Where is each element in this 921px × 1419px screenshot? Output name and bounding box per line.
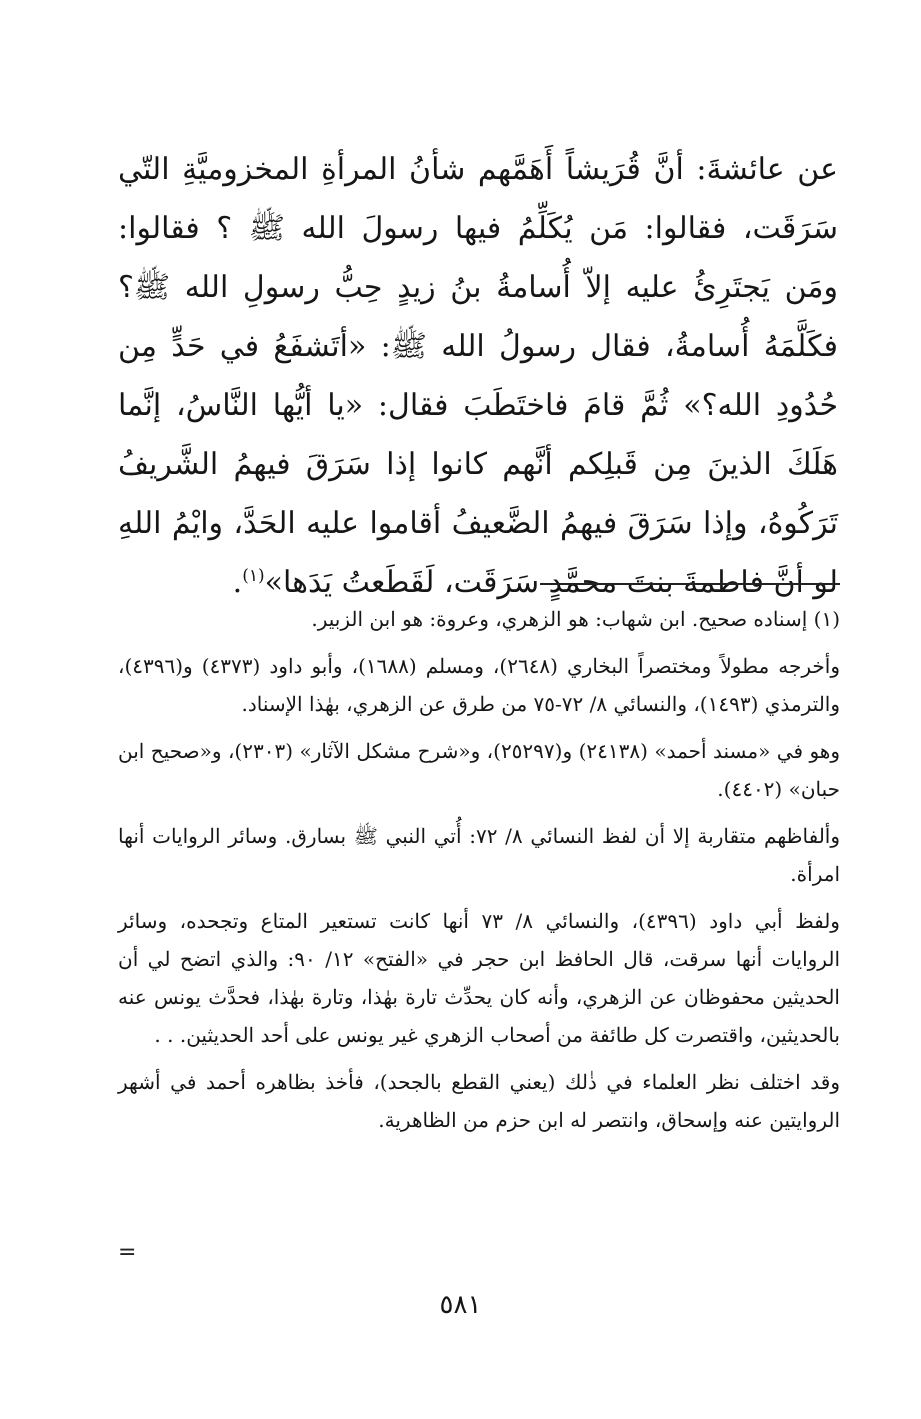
continuation-mark: =: [118, 1240, 137, 1265]
footnote-paragraph: وألفاظهم متقاربة إلا أن لفظ النسائي ٨/ ٧٢: أُتي النبي ﷺ بسارق. وسائر الروايات أنها امرأة.: [118, 824, 840, 886]
hadith-end-mark: .: [232, 565, 243, 600]
footnote-paragraph: ولفظ أبي داود (٤٣٩٦)، والنسائي ٨/ ٧٣ أنها كانت تستعير المتاع وتجحده، وسائر الروايات أنها سرقت، قال الحافظ ابن حجر في «الفتح» ١٢/ ٩٠: والذي اتضح لي أن الحديثين محفوظان عن الزهري، وأنه كان يحدِّث تارة بهٰذا، وتارة بهٰذا، فحدَّث يونس عنه بالحديثين، واقتصرت كل طائفة من أصحاب الزهري غير يونس على أحد الحديثين. . .: [118, 909, 840, 1047]
footnotes-block: [118, 600, 840, 1148]
footnote-paragraph: (١) إسناده صحيح. ابن شهاب: هو الزهري، وعروة: هو ابن الزبير.: [311, 607, 840, 631]
page-number: ٥٨١: [439, 1290, 482, 1320]
footnote-separator: [540, 583, 840, 585]
footnote-reference: (١): [242, 566, 265, 586]
footnote-paragraph: وأخرجه مطولاً ومختصراً البخاري (٢٦٤٨)، ومسلم (١٦٨٨)، وأبو داود (٤٣٧٣) و(٤٣٩٦)، والترمذي (١٤٩٣)، والنسائي ٨/ ٧٢-٧٥ من طرق عن الزهري، بهٰذا الإسناد.: [118, 654, 841, 716]
footnote-paragraph: وهو في «مسند أحمد» (٢٤١٣٨) و(٢٥٢٩٧)، و«شرح مشكل الآثار» (٢٣٠٣)، و«صحيح ابن حبان» (٤٤٠٢).: [118, 739, 840, 801]
main-text-block: [118, 140, 838, 612]
hadith-text: عن عائشةَ: أنَّ قُرَيشاً أَهَمَّهم شأنُ المرأةِ المخزوميَّةِ التّي سَرَقَت، فقالوا: مَن يُكَلِّمُ فيها رسولَ الله ﷺ ؟ فقالوا: ومَن يَجتَرِئُ عليه إلاّ أُسامةُ بنُ زيدٍ حِبُّ رسولِ الله ﷺ؟ فكَلَّمَهُ أُسامةُ، فقال رسولُ الله ﷺ: «أتَشفَعُ في حَدٍّ مِن حُدُودِ الله؟» ثُمَّ قامَ فاختَطَبَ فقال: «يا أيُّها النَّاسُ، إنَّما هَلَكَ الذينَ مِن قَبلِكم أنَّهم كانوا إذا سَرَقَ فيهمُ الشَّريفُ تَرَكُوهُ، وإذا سَرَقَ فيهمُ الضَّعيفُ أقاموا عليه الحَدَّ، وايْمُ اللهِ لو أنَّ فاطمةَ بنتَ محمَّدٍ سَرَقَت، لَقَطَعتُ يَدَها»: [118, 152, 838, 600]
footnote-paragraph: وقد اختلف نظر العلماء في ذٰلك (يعني القطع بالجحد)، فأخذ بظاهره أحمد في أشهر الروايتين عنه وإسحاق، وانتصر له ابن حزم من الظاهرية.: [118, 1070, 840, 1132]
hadith-paragraph: [118, 140, 838, 612]
